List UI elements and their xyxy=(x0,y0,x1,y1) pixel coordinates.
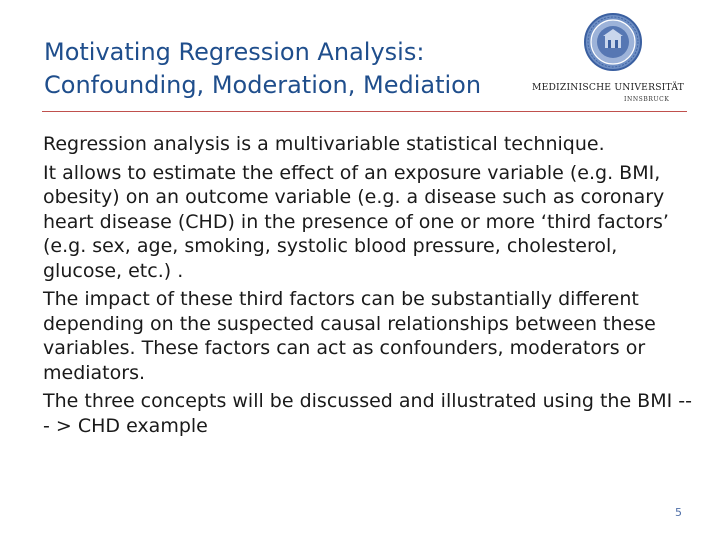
body-paragraph: Regression analysis is a multivariable statistical technique. xyxy=(43,133,605,155)
body-paragraph: The three concepts will be discussed and illustrated using the BMI --- > CHD example xyxy=(43,390,692,437)
page-number: 5 xyxy=(675,506,682,519)
logo-city: INNSBRUCK xyxy=(624,96,670,103)
university-logo xyxy=(528,6,688,106)
university-seal-icon xyxy=(583,6,643,76)
title-divider xyxy=(42,111,687,112)
title-line-1: Motivating Regression Analysis: xyxy=(44,38,425,66)
body-paragraph: It allows to estimate the effect of an exposure variable (e.g. BMI, obesity) on an outcome variable (e.g. a disease such as coronary heart disease (CHD) in the presence of one or more ‘third factors’ (e.g. sex, age, smoking, systolic blood pressure, cholesterol, glucose, etc.) . xyxy=(43,161,669,282)
title-line-2: Confounding, Moderation, Mediation xyxy=(44,71,482,99)
body-paragraph: The impact of these third factors can be substantially different depending on the suspected causal relationships between these variables. These factors can act as confounders, moderators or mediators. xyxy=(43,288,656,384)
logo-name: MEDIZINISCHE UNIVERSITÄT xyxy=(531,82,685,93)
slide-title xyxy=(44,36,524,102)
slide-body xyxy=(43,132,698,442)
